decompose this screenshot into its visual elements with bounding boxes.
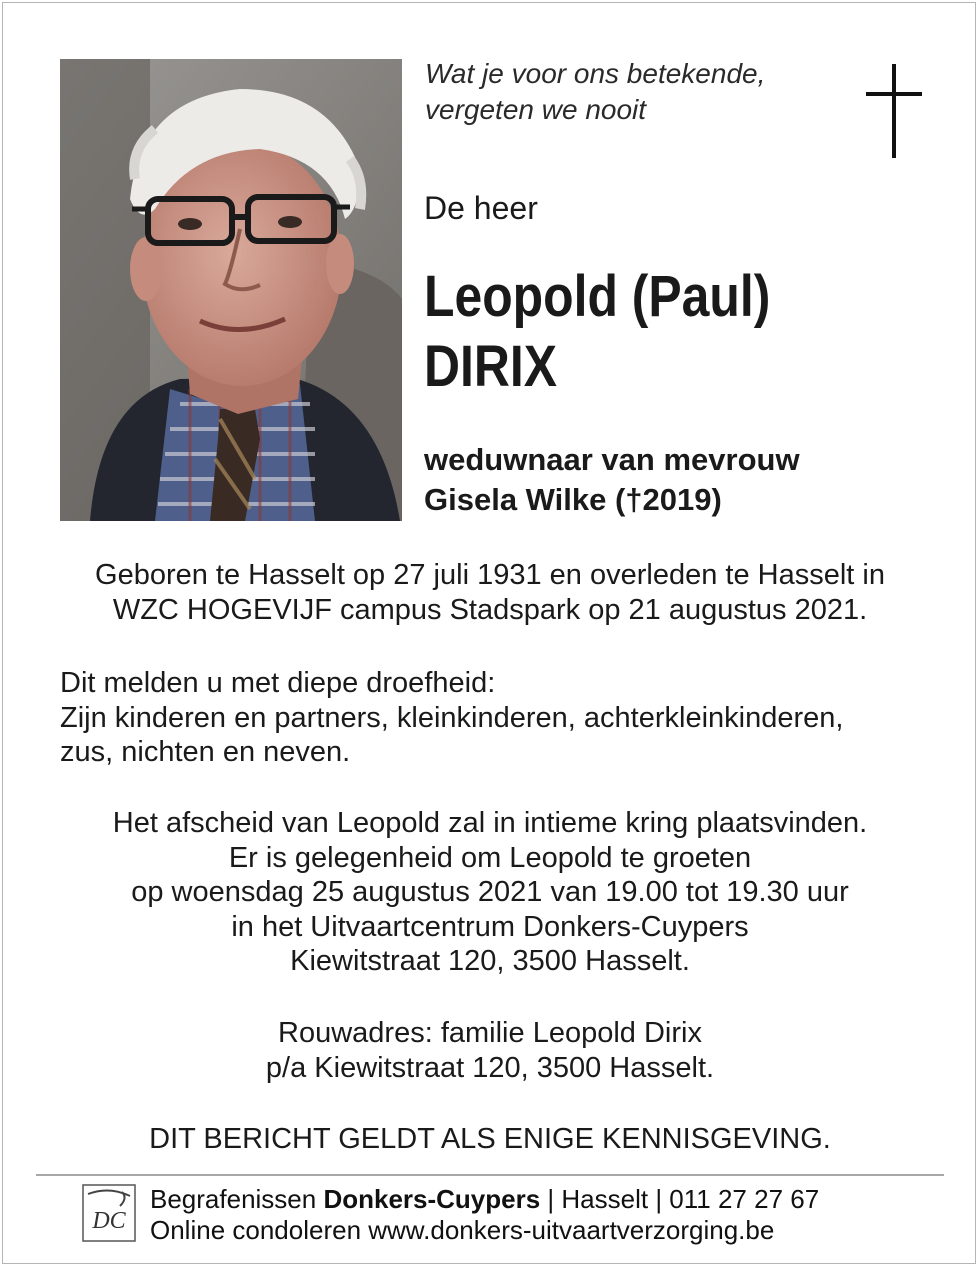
farewell-line-2: Er is gelegenheid om Leopold te groeten: [228, 841, 752, 874]
footer-city: Hasselt: [561, 1184, 649, 1214]
logo-lettering: DC: [92, 1208, 126, 1234]
footer-company: Donkers-Cuypers: [323, 1184, 541, 1214]
mourning-address-paragraph: [0, 1016, 980, 1085]
birth-death-line-1: Geboren te Hasselt op 27 juli 1931 en overleden te Hasselt in: [95, 559, 885, 591]
motto-quote: [425, 56, 765, 128]
farewell-line-5: Kiewitstraat 120, 3500 Hasselt.: [290, 945, 690, 977]
funeral-home-logo-icon: [82, 1184, 136, 1242]
notice-line: DIT BERICHT GELDT ALS ENIGE KENNISGEVING.: [149, 1123, 831, 1155]
footer-prefix: Begrafenissen: [150, 1184, 324, 1214]
spouse-line-1: weduwnaar van mevrouw: [424, 442, 800, 477]
footer-info: [150, 1184, 819, 1246]
birth-death-line-2: WZC HOGEVIJF campus Stadspark op 21 augustus 2021.: [112, 593, 868, 626]
notice-text: [0, 1122, 980, 1157]
footer-divider: [36, 1174, 944, 1176]
mourning-address-line-1: Rouwadres: familie Leopold Dirix: [278, 1017, 702, 1049]
footer-online-condolence: Online condoleren www.donkers-uitvaartverzorging.be: [150, 1215, 775, 1245]
announcement-line-3: zus, nichten en neven.: [60, 736, 351, 768]
farewell-line-4: in het Uitvaartcentrum Donkers-Cuypers: [231, 910, 749, 943]
footer-line-1: [150, 1184, 819, 1215]
salutation: De heer: [424, 190, 538, 226]
deceased-name: [424, 262, 770, 402]
farewell-line-1: Het afscheid van Leopold zal in intieme kring plaatsvinden.: [112, 807, 868, 839]
spouse-line-2: Gisela Wilke (†2019): [424, 482, 722, 517]
mourning-address-line-2: p/a Kiewitstraat 120, 3500 Hasselt.: [265, 1051, 715, 1084]
cross-icon: [866, 64, 922, 158]
footer-separator-2: |: [648, 1184, 670, 1214]
farewell-line-3: op woensdag 25 augustus 2021 van 19.00 tot 19.30 uur: [131, 876, 849, 908]
spouse-info: [424, 440, 800, 520]
motto-line-2: vergeten we nooit: [425, 94, 647, 125]
deceased-surname: DIRIX: [424, 334, 558, 399]
footer-phone: 011 27 27 67: [669, 1184, 820, 1214]
announcement-line-1: Dit melden u met diepe droefheid:: [60, 667, 496, 699]
motto-line-1: Wat je voor ons betekende,: [425, 58, 766, 89]
birth-death-paragraph: [0, 558, 980, 627]
deceased-first-name: Leopold (Paul): [424, 264, 771, 329]
announcement-paragraph: [60, 666, 960, 770]
portrait-illustration: [60, 59, 402, 521]
farewell-paragraph: [0, 806, 980, 979]
footer-separator-1: |: [540, 1184, 562, 1214]
portrait-photo: [60, 59, 402, 521]
announcement-line-2: Zijn kinderen en partners, kleinkinderen, achterkleinkinderen,: [60, 701, 844, 734]
